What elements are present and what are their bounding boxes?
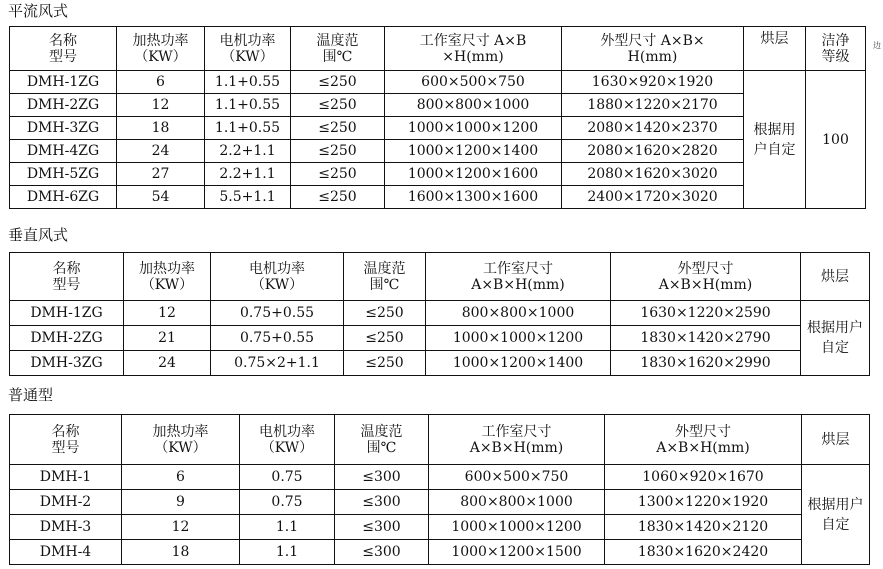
cell-motor-power: 1.1+0.55: [205, 117, 291, 140]
table-row: [10, 163, 866, 186]
header-model: 名称 型号: [10, 253, 124, 301]
cell-chamber-size: 1600×1300×1600: [385, 186, 562, 209]
cell-model: DMH-2ZG: [10, 326, 124, 351]
cell-temperature: ≤250: [291, 186, 385, 209]
spec-table-horizontal-flow: [9, 26, 866, 209]
cell-heating-power: 21: [124, 326, 211, 351]
cell-outer-size: 1830×1420×2120: [605, 515, 802, 540]
header-motor-power: 电机功率 （KW）: [211, 253, 344, 301]
cell-outer-size: 2080×1420×2370: [562, 117, 744, 140]
cell-clean-grade-merged: 100: [806, 71, 866, 209]
cell-motor-power: 5.5+1.1: [205, 186, 291, 209]
cell-chamber-size: 600×500×750: [429, 465, 605, 490]
cell-chamber-size: 1000×1000×1200: [426, 326, 611, 351]
table-row: [10, 351, 870, 376]
header-model: 名称 型号: [10, 27, 117, 71]
cell-motor-power: 2.2+1.1: [205, 140, 291, 163]
cell-chamber-size: 600×500×750: [385, 71, 562, 94]
cell-model: DMH-3ZG: [10, 117, 117, 140]
table-row: [10, 515, 870, 540]
cell-temperature: ≤250: [291, 94, 385, 117]
header-temperature-range: 温度范 围℃: [344, 253, 426, 301]
cell-heating-power: 12: [124, 301, 211, 326]
cell-motor-power: 0.75: [240, 490, 335, 515]
header-motor-power: 电机功率 （KW）: [205, 27, 291, 71]
cell-model: DMH-3: [10, 515, 122, 540]
cell-chamber-size: 800×800×1000: [385, 94, 562, 117]
cell-model: DMH-6ZG: [10, 186, 117, 209]
cell-chamber-size: 1000×1200×1400: [385, 140, 562, 163]
cell-model: DMH-3ZG: [10, 351, 124, 376]
cell-heating-power: 9: [122, 490, 240, 515]
cell-motor-power: 0.75+0.55: [211, 326, 344, 351]
header-temperature-range: 温度范 围℃: [335, 415, 429, 465]
header-motor-power: 电机功率 （KW）: [240, 415, 335, 465]
cell-chamber-size: 800×800×1000: [426, 301, 611, 326]
cell-chamber-size: 1000×1200×1400: [426, 351, 611, 376]
cell-chamber-size: 1000×1200×1500: [429, 540, 605, 565]
header-outer-size: 外型尺寸 A×B×H(mm): [605, 415, 802, 465]
table-row: [10, 140, 866, 163]
cell-outer-size: 1880×1220×2170: [562, 94, 744, 117]
cell-chamber-size: 1000×1000×1200: [385, 117, 562, 140]
cell-chamber-size: 800×800×1000: [429, 490, 605, 515]
cell-outer-size: 2080×1620×3020: [562, 163, 744, 186]
section-title-horizontal-flow: 平流风式: [8, 2, 69, 20]
cell-outer-size: 1060×920×1670: [605, 465, 802, 490]
cell-motor-power: 1.1: [240, 515, 335, 540]
cell-chamber-size: 1000×1200×1600: [385, 163, 562, 186]
cell-temperature: ≤250: [291, 140, 385, 163]
header-heating-power: 加热功率 （KW）: [122, 415, 240, 465]
header-heating-power: 加热功率 （KW）: [124, 253, 211, 301]
header-clean-grade: 洁净 等级: [806, 27, 866, 71]
cell-temperature: ≤250: [344, 351, 426, 376]
cell-outer-size: 1630×920×1920: [562, 71, 744, 94]
table-row: [10, 301, 870, 326]
cell-temperature: ≤250: [291, 71, 385, 94]
cell-motor-power: 1.1+0.55: [205, 71, 291, 94]
cell-temperature: ≤300: [335, 465, 429, 490]
cell-heating-power: 6: [122, 465, 240, 490]
cell-outer-size: 1830×1620×2990: [611, 351, 801, 376]
cell-temperature: ≤250: [291, 117, 385, 140]
cell-heating-power: 27: [117, 163, 205, 186]
spec-table-vertical-flow: [9, 252, 870, 376]
cell-outer-size: 1830×1620×2420: [605, 540, 802, 565]
cell-heating-power: 24: [124, 351, 211, 376]
header-model: 名称 型号: [10, 415, 122, 465]
cell-motor-power: 1.1+0.55: [205, 94, 291, 117]
cell-outer-size: 1300×1220×1920: [605, 490, 802, 515]
cell-chamber-size: 1000×1000×1200: [429, 515, 605, 540]
cell-temperature: ≤300: [335, 490, 429, 515]
table-row: [10, 186, 866, 209]
header-layers: 烘层: [744, 27, 806, 71]
cell-heating-power: 24: [117, 140, 205, 163]
cell-motor-power: 1.1: [240, 540, 335, 565]
cell-heating-power: 54: [117, 186, 205, 209]
cell-outer-size: 2080×1620×2820: [562, 140, 744, 163]
cell-temperature: ≤300: [335, 540, 429, 565]
cell-outer-size: 2400×1720×3020: [562, 186, 744, 209]
cell-model: DMH-5ZG: [10, 163, 117, 186]
cell-layers-merged: 根据用户自定: [801, 301, 870, 376]
cell-outer-size: 1630×1220×2590: [611, 301, 801, 326]
cell-motor-power: 2.2+1.1: [205, 163, 291, 186]
cell-layers-merged: 根据用户自定: [744, 71, 806, 209]
table-row: [10, 117, 866, 140]
table-row: [10, 94, 866, 117]
cell-motor-power: 0.75: [240, 465, 335, 490]
spec-table-standard: [9, 414, 870, 565]
header-layers: 烘层: [801, 253, 870, 301]
cell-heating-power: 12: [122, 515, 240, 540]
table-row: [10, 540, 870, 565]
table-row: [10, 465, 870, 490]
header-chamber-size: 工作室尺寸 A×B×H(mm): [426, 253, 611, 301]
cell-heating-power: 6: [117, 71, 205, 94]
cell-model: DMH-4ZG: [10, 140, 117, 163]
header-heating-power: 加热功率 （KW）: [117, 27, 205, 71]
table-row: [10, 71, 866, 94]
cell-model: DMH-1ZG: [10, 301, 124, 326]
cell-motor-power: 0.75+0.55: [211, 301, 344, 326]
cell-heating-power: 18: [117, 117, 205, 140]
cell-model: DMH-2ZG: [10, 94, 117, 117]
cell-temperature: ≤300: [335, 515, 429, 540]
cell-model: DMH-1ZG: [10, 71, 117, 94]
table-row: [10, 326, 870, 351]
cell-layers-merged: 根据用户自定: [802, 465, 870, 565]
header-layers: 烘层: [802, 415, 870, 465]
table-row: [10, 490, 870, 515]
side-mark: 边: [873, 41, 881, 50]
cell-temperature: ≤250: [344, 326, 426, 351]
section-title-vertical-flow: 垂直风式: [8, 226, 69, 244]
header-temperature-range: 温度范 围℃: [291, 27, 385, 71]
header-outer-size: 外型尺寸 A×B×H(mm): [611, 253, 801, 301]
cell-heating-power: 12: [117, 94, 205, 117]
cell-model: DMH-4: [10, 540, 122, 565]
cell-model: DMH-2: [10, 490, 122, 515]
section-title-standard: 普通型: [8, 386, 54, 404]
header-row: [10, 415, 870, 465]
header-chamber-size: 工作室尺寸 A×B×H(mm): [429, 415, 605, 465]
header-row: [10, 253, 870, 301]
cell-model: DMH-1: [10, 465, 122, 490]
header-row: [10, 27, 866, 71]
cell-temperature: ≤250: [344, 301, 426, 326]
header-chamber-size: 工作室尺寸 A×B ×H(mm): [385, 27, 562, 71]
cell-heating-power: 18: [122, 540, 240, 565]
cell-outer-size: 1830×1420×2790: [611, 326, 801, 351]
cell-temperature: ≤250: [291, 163, 385, 186]
header-outer-size: 外型尺寸 A×B× H(mm): [562, 27, 744, 71]
cell-motor-power: 0.75×2+1.1: [211, 351, 344, 376]
